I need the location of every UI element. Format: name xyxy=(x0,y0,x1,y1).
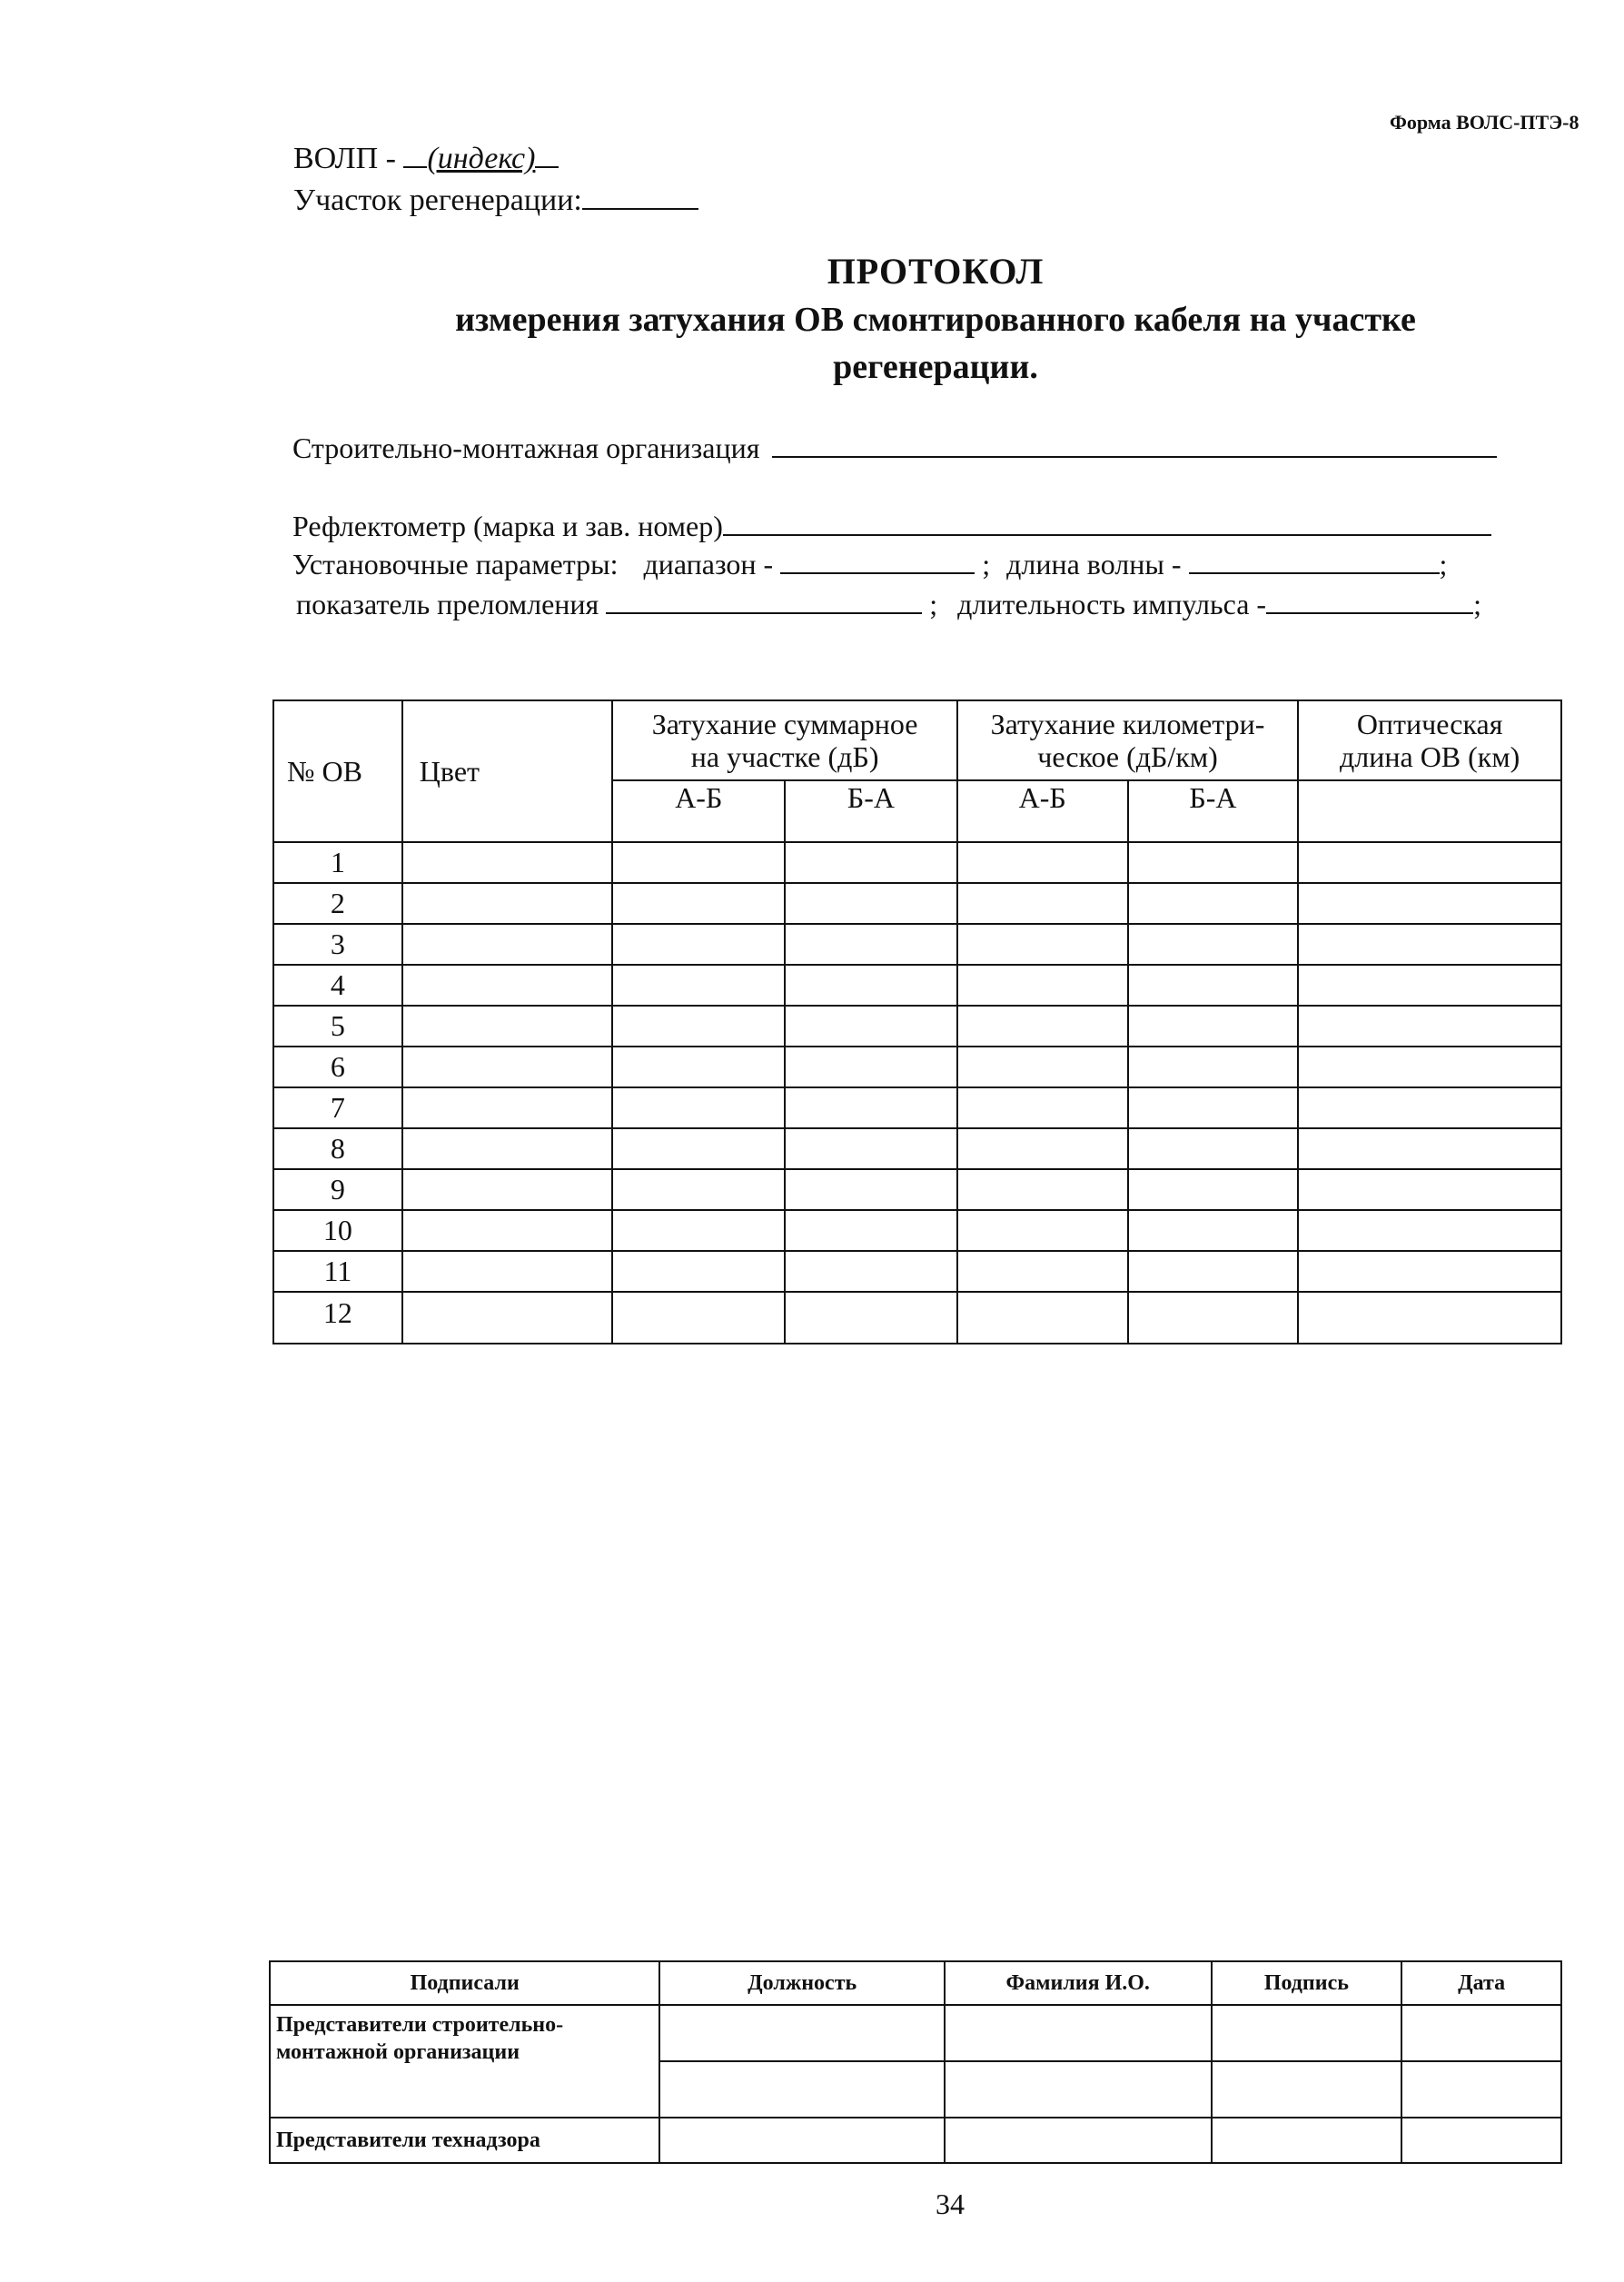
table-cell[interactable] xyxy=(1128,1047,1299,1087)
col-total-attenuation xyxy=(612,700,956,780)
title-block xyxy=(272,247,1599,391)
table-cell[interactable] xyxy=(957,1128,1128,1169)
reflectometer-blank[interactable] xyxy=(723,507,1491,536)
table-cell[interactable] xyxy=(785,1251,957,1292)
refraction-line xyxy=(296,585,1481,622)
col-km-attenuation-line1: Затухание километри- xyxy=(990,708,1265,740)
table-row xyxy=(273,1047,1561,1087)
table-cell[interactable] xyxy=(612,1006,785,1047)
table-row xyxy=(273,924,1561,965)
table-cell[interactable] xyxy=(957,1169,1128,1210)
table-cell[interactable] xyxy=(1298,965,1561,1006)
table-cell[interactable] xyxy=(957,1087,1128,1128)
table-cell[interactable] xyxy=(1298,1251,1561,1292)
pulse-blank[interactable] xyxy=(1266,585,1473,614)
wavelength-sep: ; xyxy=(1439,548,1448,580)
org-blank[interactable] xyxy=(772,429,1497,458)
volp-index-blank-left[interactable] xyxy=(403,139,427,168)
table-row xyxy=(273,1210,1561,1251)
sig-col-position: Должность xyxy=(659,1961,945,2005)
table-row xyxy=(273,965,1561,1006)
volp-line xyxy=(293,138,698,180)
sig-cell[interactable] xyxy=(1401,2005,1561,2061)
table-cell[interactable] xyxy=(1298,883,1561,924)
params-line xyxy=(292,545,1447,582)
table-row xyxy=(273,1292,1561,1344)
reflectometer-field xyxy=(292,507,1491,544)
fiber-number-cell: 12 xyxy=(273,1292,402,1344)
table-cell[interactable] xyxy=(785,965,957,1006)
measurement-table xyxy=(272,699,1562,1344)
section-label: Участок регенерации: xyxy=(293,184,582,217)
table-row xyxy=(273,1251,1561,1292)
table-cell[interactable] xyxy=(612,924,785,965)
sig-cell[interactable] xyxy=(1212,2118,1402,2163)
fiber-number-cell: 3 xyxy=(273,924,402,965)
col-km-attenuation xyxy=(957,700,1298,780)
volp-index: (индекс) xyxy=(427,142,536,175)
sig-cell[interactable] xyxy=(945,2005,1212,2061)
table-cell[interactable] xyxy=(785,1210,957,1251)
table-cell[interactable] xyxy=(957,1006,1128,1047)
table-cell[interactable] xyxy=(612,883,785,924)
table-cell[interactable] xyxy=(785,842,957,883)
table-row xyxy=(273,1087,1561,1128)
sig-cell[interactable] xyxy=(945,2118,1212,2163)
fiber-number-cell: 7 xyxy=(273,1087,402,1128)
fiber-number-cell: 2 xyxy=(273,883,402,924)
page-number: 34 xyxy=(936,2188,965,2220)
table-cell[interactable] xyxy=(1128,924,1299,965)
sig-col-fullname: Фамилия И.О. xyxy=(945,1961,1212,2005)
table-cell[interactable] xyxy=(402,1128,613,1169)
table-row xyxy=(273,1006,1561,1047)
sig-col-signature: Подпись xyxy=(1212,1961,1402,2005)
table-cell[interactable] xyxy=(1128,1169,1299,1210)
table-row xyxy=(273,883,1561,924)
org-label: Строительно-монтажная организация xyxy=(292,432,760,464)
table-row xyxy=(273,842,1561,883)
document-subtitle xyxy=(272,296,1599,391)
table-cell[interactable] xyxy=(785,1292,957,1344)
table-cell[interactable] xyxy=(612,1169,785,1210)
sig-cell[interactable] xyxy=(1401,2061,1561,2118)
sig-cell[interactable] xyxy=(659,2118,945,2163)
table-cell[interactable] xyxy=(785,1006,957,1047)
table-cell[interactable] xyxy=(402,1169,613,1210)
table-cell[interactable] xyxy=(612,842,785,883)
table-cell[interactable] xyxy=(402,1047,613,1087)
table-cell[interactable] xyxy=(612,1047,785,1087)
range-label: диапазон - xyxy=(643,548,774,580)
fiber-number-cell: 8 xyxy=(273,1128,402,1169)
fiber-number-cell: 1 xyxy=(273,842,402,883)
wavelength-label: длина волны - xyxy=(1006,548,1182,580)
table-cell[interactable] xyxy=(402,1087,613,1128)
col-fiber-number: № ОВ xyxy=(273,700,402,842)
table-cell[interactable] xyxy=(402,924,613,965)
table-cell[interactable] xyxy=(957,924,1128,965)
section-blank[interactable] xyxy=(582,181,698,210)
sig-row-tech-reps: Представители технадзора xyxy=(270,2118,659,2163)
subtitle-line-1: измерения затухания ОВ смонтированного кабеля на участке xyxy=(455,301,1416,339)
table-cell[interactable] xyxy=(785,924,957,965)
subcol-km-ab: А-Б xyxy=(957,780,1128,842)
params-label: Установочные параметры: xyxy=(292,548,619,580)
table-cell[interactable] xyxy=(612,1251,785,1292)
range-sep: ; xyxy=(982,548,991,580)
table-cell[interactable] xyxy=(1128,1087,1299,1128)
col-km-attenuation-line2: ческое (дБ/км) xyxy=(1037,740,1218,773)
table-cell[interactable] xyxy=(1128,1128,1299,1169)
table-cell[interactable] xyxy=(612,1128,785,1169)
fiber-number-cell: 10 xyxy=(273,1210,402,1251)
refraction-sep: ; xyxy=(929,588,938,620)
col-color: Цвет xyxy=(402,700,613,842)
table-cell[interactable] xyxy=(612,1292,785,1344)
subcol-total-ba: Б-А xyxy=(785,780,957,842)
table-cell[interactable] xyxy=(1298,1292,1561,1344)
subtitle-line-2: регенерации. xyxy=(833,348,1038,386)
table-cell[interactable] xyxy=(1128,1006,1299,1047)
subcol-km-ba: Б-А xyxy=(1128,780,1299,842)
subcol-length xyxy=(1298,780,1561,842)
table-cell[interactable] xyxy=(612,1210,785,1251)
table-cell[interactable] xyxy=(1128,965,1299,1006)
sig-cell[interactable] xyxy=(1401,2118,1561,2163)
table-cell[interactable] xyxy=(402,1251,613,1292)
sig-cell[interactable] xyxy=(659,2005,945,2061)
table-cell[interactable] xyxy=(1128,883,1299,924)
measurement-rows xyxy=(273,842,1561,1344)
range-blank[interactable] xyxy=(780,545,975,574)
sig-row-org-reps: Представители строительно-монтажной организации xyxy=(270,2005,659,2118)
table-cell[interactable] xyxy=(957,842,1128,883)
fiber-number-cell: 6 xyxy=(273,1047,402,1087)
table-cell[interactable] xyxy=(1298,842,1561,883)
table-cell[interactable] xyxy=(1298,1087,1561,1128)
col-total-attenuation-line1: Затухание суммарное xyxy=(651,708,918,740)
table-cell[interactable] xyxy=(402,1210,613,1251)
sig-cell[interactable] xyxy=(1212,2005,1402,2061)
refraction-blank[interactable] xyxy=(606,585,922,614)
table-cell[interactable] xyxy=(1298,1047,1561,1087)
sig-col-date: Дата xyxy=(1401,1961,1561,2005)
table-row xyxy=(273,1128,1561,1169)
table-cell[interactable] xyxy=(402,1006,613,1047)
table-cell[interactable] xyxy=(1298,1128,1561,1169)
fiber-number-cell: 11 xyxy=(273,1251,402,1292)
signature-table xyxy=(269,1960,1562,2164)
table-cell[interactable] xyxy=(1298,1210,1561,1251)
subcol-total-ab: А-Б xyxy=(612,780,785,842)
col-total-attenuation-line2: на участке (дБ) xyxy=(690,740,879,773)
table-cell[interactable] xyxy=(957,1251,1128,1292)
col-optical-length-line1: Оптическая xyxy=(1356,708,1503,740)
table-cell[interactable] xyxy=(957,1047,1128,1087)
table-cell[interactable] xyxy=(785,883,957,924)
table-cell[interactable] xyxy=(785,1128,957,1169)
sig-cell[interactable] xyxy=(1212,2061,1402,2118)
refraction-label: показатель преломления xyxy=(296,588,599,620)
table-cell[interactable] xyxy=(957,965,1128,1006)
table-cell[interactable] xyxy=(402,842,613,883)
table-cell[interactable] xyxy=(402,883,613,924)
table-row xyxy=(273,1169,1561,1210)
pulse-label: длительность импульса - xyxy=(957,588,1267,620)
table-cell[interactable] xyxy=(957,883,1128,924)
wavelength-blank[interactable] xyxy=(1189,545,1440,574)
pulse-sep: ; xyxy=(1473,588,1481,620)
table-cell[interactable] xyxy=(785,1087,957,1128)
sig-cell[interactable] xyxy=(659,2061,945,2118)
table-cell[interactable] xyxy=(957,1292,1128,1344)
fiber-number-cell: 9 xyxy=(273,1169,402,1210)
table-cell[interactable] xyxy=(402,1292,613,1344)
table-cell[interactable] xyxy=(612,965,785,1006)
table-cell[interactable] xyxy=(402,965,613,1006)
table-cell[interactable] xyxy=(1298,1169,1561,1210)
fiber-number-cell: 5 xyxy=(273,1006,402,1047)
col-optical-length-line2: длина ОВ (км) xyxy=(1339,740,1520,773)
volp-index-blank-right[interactable] xyxy=(535,139,559,168)
table-cell[interactable] xyxy=(1128,1210,1299,1251)
fiber-number-cell: 4 xyxy=(273,965,402,1006)
table-cell[interactable] xyxy=(1128,1292,1299,1344)
table-cell[interactable] xyxy=(1128,1251,1299,1292)
table-cell[interactable] xyxy=(785,1047,957,1087)
reflectometer-label: Рефлектометр (марка и зав. номер) xyxy=(292,510,723,542)
table-cell[interactable] xyxy=(957,1210,1128,1251)
table-cell[interactable] xyxy=(1128,842,1299,883)
sig-col-signed: Подписали xyxy=(270,1961,659,2005)
volp-prefix: ВОЛП - xyxy=(293,142,404,175)
col-optical-length xyxy=(1298,700,1561,780)
table-cell[interactable] xyxy=(785,1169,957,1210)
document-header xyxy=(293,138,698,222)
table-cell[interactable] xyxy=(1298,1006,1561,1047)
org-field xyxy=(292,429,1497,466)
form-code: Форма ВОЛС-ПТЭ-8 xyxy=(1390,111,1579,134)
sig-cell[interactable] xyxy=(945,2061,1212,2118)
document-title: ПРОТОКОЛ xyxy=(827,251,1045,292)
table-cell[interactable] xyxy=(1298,924,1561,965)
section-line xyxy=(293,180,698,222)
table-cell[interactable] xyxy=(612,1087,785,1128)
